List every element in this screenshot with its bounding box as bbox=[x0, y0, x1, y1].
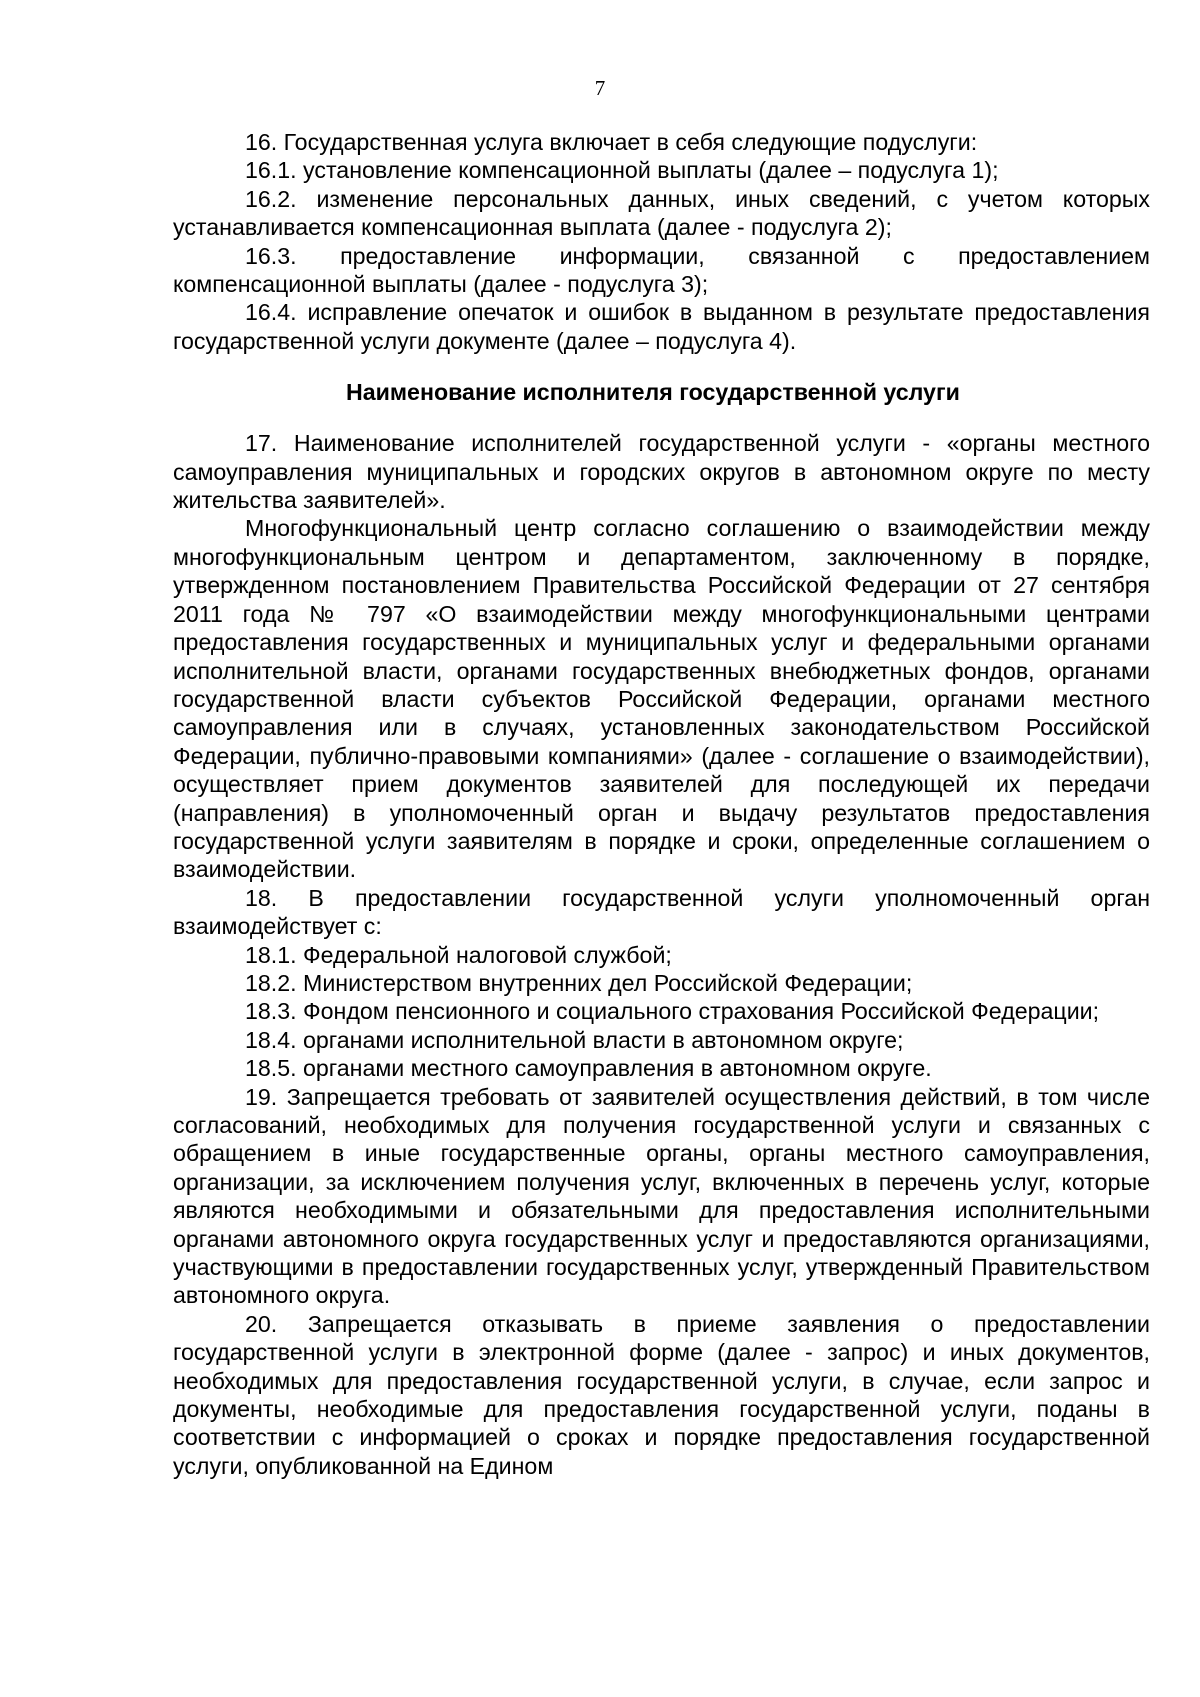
paragraph-17-mfc: Многофункциональный центр согласно соглашению о взаимодействии между многофункциональным центром и департаментом, заключенному в порядке, утвержденном постановлением Правительства Российской Федерации от 27 сентября 2011 года № 797 «О взаимодействии между многофункциональными центрами предоставления государственных и муниципальных услуг и федеральными органами исполнительной власти, органами государственных внебюджетных фондов, органами государственной власти субъектов Российской Федерации, органами местного самоуправления или в случаях, установленных законодательством Российской Федерации, публично-правовыми компаниями» (далее - соглашение о взаимодействии), осуществляет прием документов заявителей для последующей их передачи (направления) в уполномоченный орган и выдачу результатов предоставления государственной услуги заявителям в порядке и сроки, определенные соглашением о взаимодействии. bbox=[173, 515, 1150, 883]
paragraph-16-2: 16.2. изменение персональных данных, иных сведений, с учетом которых устанавливается компенсационная выплата (далее - подуслуга 2); bbox=[173, 185, 1150, 241]
paragraph-16-3: 16.3. предоставление информации, связанной с предоставлением компенсационной выплаты (далее - подуслуга 3); bbox=[173, 242, 1150, 298]
page-number: 7 bbox=[594, 76, 606, 100]
paragraph-17: 17. Наименование исполнителей государственной услуги - «органы местного самоуправления муниципальных и городских округов в автономном округе по месту жительства заявителей». bbox=[173, 430, 1150, 514]
document-body bbox=[173, 128, 1150, 1480]
section-heading: Наименование исполнителя государственной услуги bbox=[346, 379, 960, 406]
paragraph-18: 18. В предоставлении государственной услуги уполномоченный орган взаимодействует с: bbox=[173, 884, 1150, 940]
paragraph-18-3: 18.3. Фондом пенсионного и социального страхования Российской Федерации; bbox=[245, 998, 1100, 1025]
paragraph-18-2: 18.2. Министерством внутренних дел Российской Федерации; bbox=[245, 969, 913, 996]
paragraph-20: 20. Запрещается отказывать в приеме заявления о предоставлении государственной услуги в электронной форме (далее - запрос) и иных документов, необходимых для предоставления государственной услуги, в случае, если запрос и документы, необходимые для предоставления государственной услуги, поданы в соответствии с информацией о сроках и порядке предоставления государственной услуги, опубликованной на Едином bbox=[173, 1310, 1150, 1479]
paragraph-19: 19. Запрещается требовать от заявителей осуществления действий, в том числе согласований, необходимых для получения государственной услуги и связанных с обращением в иные государственные органы, органы местного самоуправления, организации, за исключением получения услуг, включенных в перечень услуг, которые являются необходимыми и обязательными для предоставления исполнительными органами автономного округа государственных услуг и предоставляются организациями, участвующими в предоставлении государственных услуг, утвержденный Правительством автономного округа. bbox=[173, 1083, 1150, 1309]
paragraph-18-1: 18.1. Федеральной налоговой службой; bbox=[245, 941, 672, 968]
paragraph-16-1: 16.1. установление компенсационной выплаты (далее – подуслуга 1); bbox=[245, 157, 999, 184]
paragraph-18-5: 18.5. органами местного самоуправления в автономном округе. bbox=[245, 1055, 932, 1082]
paragraph-16-4: 16.4. исправление опечаток и ошибок в выданном в результате предоставления государственной услуги документе (далее – подуслуга 4). bbox=[173, 299, 1150, 354]
paragraph-16: 16. Государственная услуга включает в себя следующие подуслуги: bbox=[245, 129, 978, 155]
paragraph-18-4: 18.4. органами исполнительной власти в автономном округе; bbox=[245, 1026, 904, 1053]
